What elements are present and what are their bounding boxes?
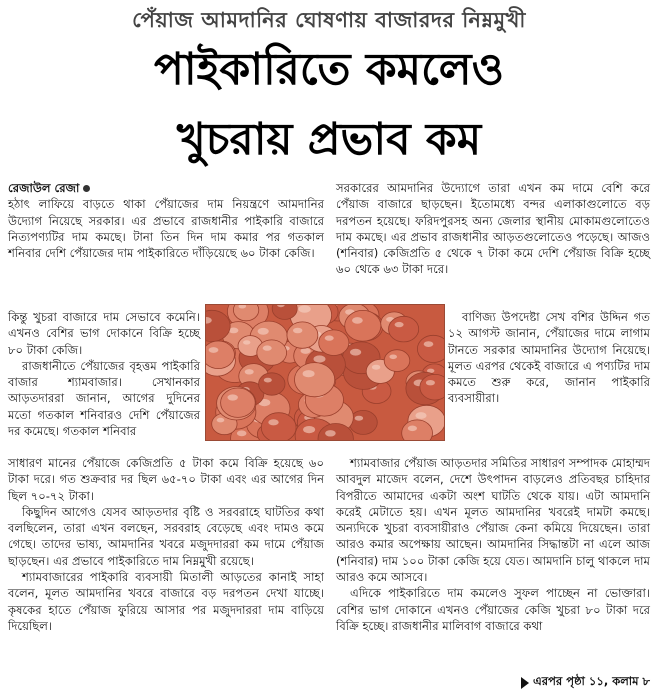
- byline: রেজাউল রেজা: [8, 181, 80, 195]
- paragraph-kanai: শ্যামবাজারের পাইকারি ব্যবসায়ী মিতালী আড়তের কানাই সাহা বলেন, মূলত আমদানির খবরে বাজারে বড় দরপতন দেখা যাচ্ছে। কৃষকের হাতে পেঁয়াজ ফুরিয়ে আসার পর মজুদদাররা দাম বাড়িয়ে দিয়েছিল।: [8, 570, 324, 633]
- headline-line-2: খুচরায় প্রভাব কম: [176, 114, 482, 165]
- continuation-text: এরপর পৃষ্ঠা ১১, কলাম ৮: [533, 674, 650, 688]
- column-right-top: [336, 180, 650, 278]
- column-right-bottom: [336, 455, 650, 634]
- column-left-wrap: [8, 309, 200, 439]
- arrow-right-icon: [521, 677, 529, 689]
- bullet-icon: [83, 185, 90, 192]
- paragraph-consumers: এদিকে পাইকারিতে দাম কমলেও সুফল পাচ্ছেন না ভোক্তারা। বেশির ভাগ দোকানে এখনও পেঁয়াজের কেজি খুচরা ৮০ টাকা দরে বিক্রি হচ্ছে। রাজধানীর মালিবাগ বাজারে কথা: [336, 586, 650, 633]
- continuation-note: [521, 673, 650, 692]
- column-left-bottom: [8, 455, 324, 634]
- column-right-wrap: [448, 309, 650, 407]
- paragraph-shyambazar: রাজধানীতে পেঁয়াজের বৃহত্তম পাইকারি বাজার শ্যামবাজার। সেখানকার আড়তদাররা জানান, আগের দুদিনের মতো গতকাল শনিবারও দেশি পেঁয়াজের দর কমেছে। গতকাল শনিবার: [8, 358, 200, 439]
- paragraph-traders: কিছুদিন আগেও যেসব আড়তদার বৃষ্টি ও সরবরাহে ঘাটতির কথা বলছিলেন, তারা এখন বলছেন, সরবরাহ বেড়েছে এবং দামও কমে গেছে। তাদের ভাষ্য, আমদানির খবরে মজুদদাররা কম দামে পেঁয়াজ ছাড়ছেন। এর প্রভাবে পাইকারিতে দাম নিম্নমুখী রয়েছে।: [8, 504, 324, 568]
- article-kicker: পেঁয়াজ আমদানির ঘোষণায় বাজারদর নিম্নমুখী: [132, 8, 526, 32]
- paragraph-retail: কিন্তু খুচরা বাজারে দাম সেভাবে কমেনি। এখনও বেশির ভাগ দোকানে বিক্রি হচ্ছে ৮০ টাকা কেজি।: [8, 310, 200, 357]
- paragraph-price: সাধারণ মানের পেঁয়াজে কেজিপ্রতি ৫ টাকা কমে বিক্রি হয়েছে ৬০ টাকা দরে। গত শুক্রবার দর ছিল ৬৫-৭০ টাকা এবং এর আগের দিন ছিল ৭০-৭২ টাকা।: [8, 456, 324, 503]
- paragraph-intro: হঠাৎ লাফিয়ে বাড়তে থাকা পেঁয়াজের দাম নিয়ন্ত্রণে আমদানির উদ্যোগ নিয়েছে সরকার। এর প্রভাবে রাজধানীর পাইকারি বাজারে নিত্যপণ্যটির দাম কমছে। টানা তিন দিন দাম কমার পর গতকাল শনিবার দেশি পেঁয়াজের দাম পাইকারিতে দাঁড়িয়েছে ৬০ টাকা কেজি।: [8, 197, 324, 261]
- column-left-top: [8, 180, 324, 261]
- onion-photo: [205, 304, 445, 441]
- paragraph-adviser: বাণিজ্য উপদেষ্টা সেখ বশির উদ্দিন গত ১২ আগস্ট জানান, পেঁয়াজের দামে লাগাম টানতে সরকার আমদানির উদ্যোগ নিয়েছে। মূলত এরপর থেকেই বাজারে এ পণ্যটির দাম কমতে শুরু করে, জানান পাইকারি ব্যবসায়ীরা।: [448, 310, 650, 406]
- paragraph-association: শ্যামবাজার পেঁয়াজ আড়তদার সমিতির সাধারণ সম্পাদক মোহাম্মদ আবদুল মাজেদ বলেন, দেশে উৎপাদন বাড়লেও প্রতিবছর চাহিদার বিপরীতে আমাদের একটা অংশ ঘাটতি থেকে যায়। এটা আমদানি করেই মেটাতে হয়। এখন মূলত আমদানির খবরেই দামটা কমছে। অন্যদিকে খুচরা ব্যবসায়ীরাও পেঁয়াজ কেনা কমিয়ে দিয়েছেন। তারা আরও কমার অপেক্ষায় আছেন। আমদানির সিদ্ধান্তটা না এলে আজ (শনিবার) দাম ১০০ টাকা কেজি হয়ে যেত। আমদানি চালু থাকলে দাম আরও কমে আসবে।: [336, 456, 650, 585]
- paragraph-govt: সরকারের আমদানির উদ্যোগে তারা এখন কম দামে বেশি করে পেঁয়াজ বাজারে ছাড়ছেন। ইতোমধ্যে বন্দর এলাকাগুলোতে বড় দরপতন হয়েছে। ফরিদপুরসহ অন্য জেলার স্থানীয় মোকামগুলোতেও দাম কমছে। এর প্রভাব রাজধানীর আড়তগুলোতেও পড়েছে। আজও (শনিবার) কেজিপ্রতি ৫ থেকে ৭ টাকা কমে দেশি পেঁয়াজ বিক্রি হচ্ছে ৬০ থেকে ৬৩ টাকা দরে।: [336, 181, 650, 277]
- headline-line-1: পাইকারিতে কমলেও: [154, 44, 504, 95]
